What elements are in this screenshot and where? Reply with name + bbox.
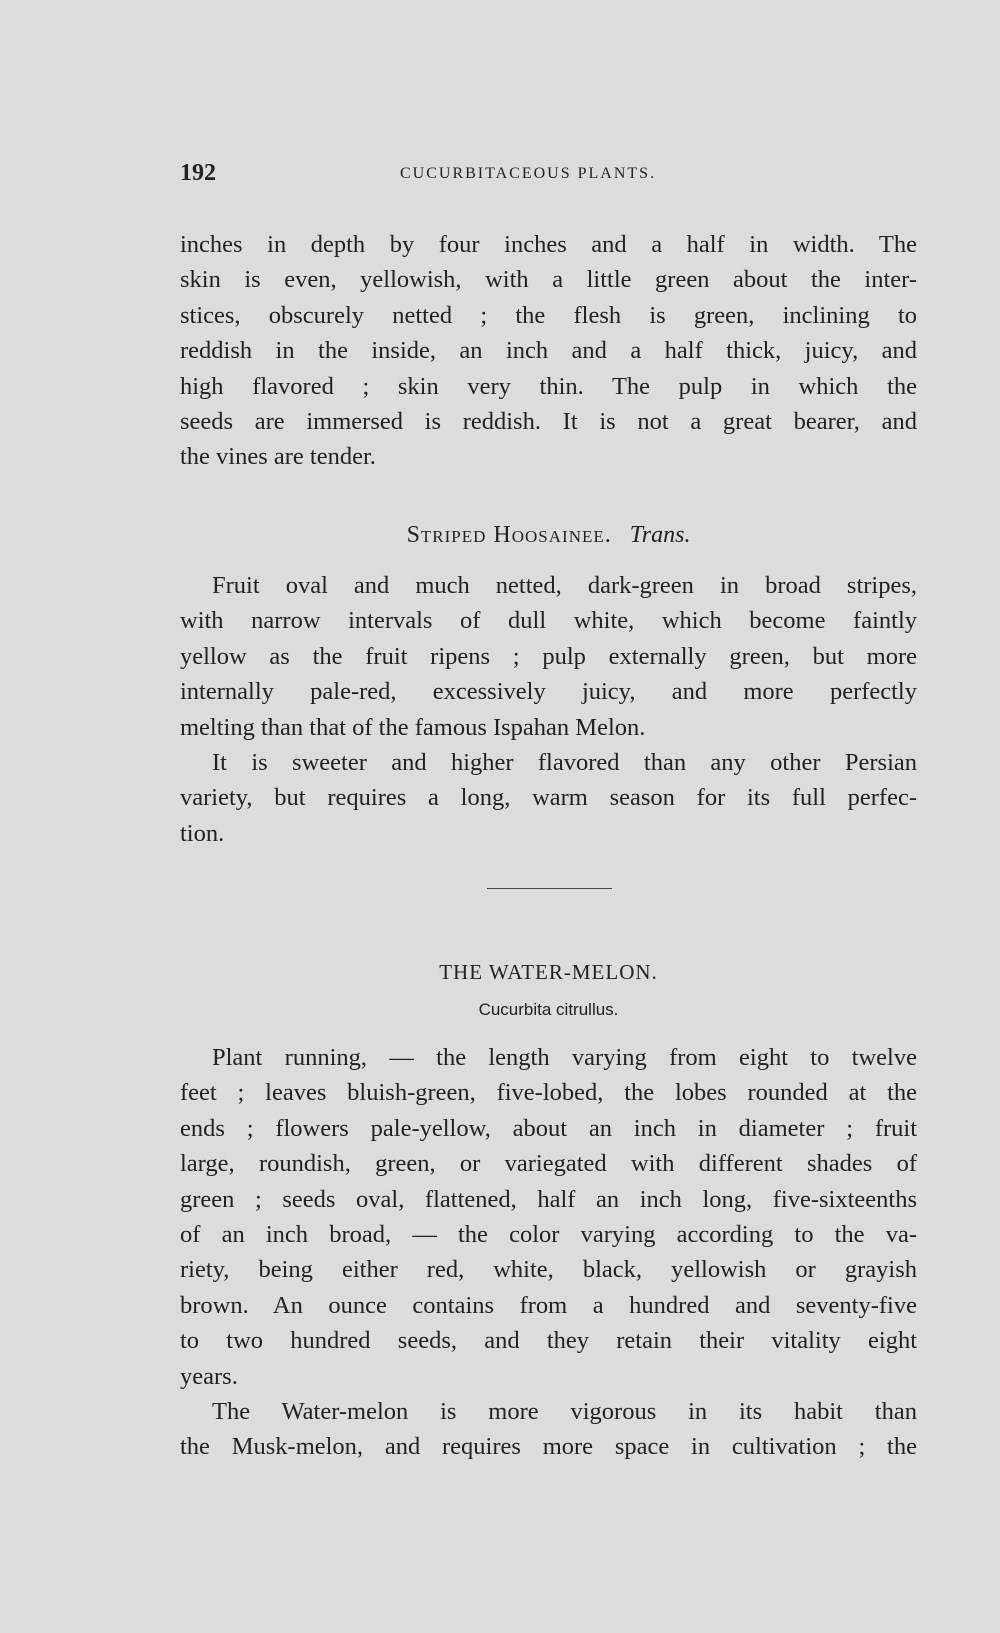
- text-line: of an inch broad, — the color varying according to the va-: [180, 1220, 917, 1248]
- section-divider: [487, 888, 612, 889]
- text-line: with narrow intervals of dull white, which become faintly: [180, 607, 917, 635]
- text-line: It is sweeter and higher flavored than any other Persian: [212, 748, 917, 776]
- section-title: Striped Hoosainee.: [406, 522, 612, 548]
- text-line: variety, but requires a long, warm season for its full perfec-: [180, 784, 917, 812]
- latin-name: Cucurbita citrullus.: [478, 1000, 619, 1019]
- text-line: brown. An ounce contains from a hundred and seventy-five: [180, 1291, 917, 1319]
- text-line: internally pale-red, excessively juicy, and more perfectly: [180, 678, 917, 706]
- text-line: inches in depth by four inches and a half in width. The: [180, 231, 917, 258]
- page-number: 192: [180, 160, 216, 186]
- section-heading-striped-hoosainee: [180, 522, 917, 549]
- text-line: the vines are tender.: [180, 443, 376, 471]
- text-line: years.: [180, 1362, 238, 1390]
- paragraph-2: [180, 568, 917, 851]
- text-line: high flavored ; skin very thin. The pulp in which the: [180, 372, 917, 400]
- text-line: The Water-melon is more vigorous in its habit than: [212, 1397, 917, 1425]
- text-line: green ; seeds oval, flattened, half an inch long, five-sixteenths: [180, 1185, 917, 1213]
- text-line: yellow as the fruit ripens ; pulp externally green, but more: [180, 642, 917, 670]
- running-title: CUCURBITACEOUS PLANTS.: [400, 165, 657, 182]
- text-line: tion.: [180, 819, 225, 847]
- text-line: melting than that of the famous Ispahan Melon.: [180, 713, 646, 741]
- text-line: Fruit oval and much netted, dark-green in broad stripes,: [212, 572, 917, 599]
- text-line: Plant running, — the length varying from eight to twelve: [212, 1044, 917, 1071]
- section-note: Trans.: [629, 522, 691, 548]
- text-line: stices, obscurely netted ; the flesh is green, inclining to: [180, 301, 917, 329]
- paragraph-4: [180, 1040, 917, 1465]
- text-line: reddish in the inside, an inch and a half thick, juicy, and: [180, 337, 917, 365]
- text-line: to two hundred seeds, and they retain their vitality eight: [180, 1327, 917, 1355]
- text-line: feet ; leaves bluish-green, five-lobed, the lobes rounded at the: [180, 1079, 917, 1107]
- section-title-water-melon: THE WATER-MELON.: [439, 960, 658, 984]
- paragraph-1: [180, 227, 917, 475]
- running-header: [180, 160, 700, 192]
- text-line: ends ; flowers pale-yellow, about an inch in diameter ; fruit: [180, 1114, 917, 1142]
- text-line: skin is even, yellowish, with a little green about the inter-: [180, 266, 917, 294]
- text-line: the Musk-melon, and requires more space in cultivation ; the: [180, 1433, 917, 1461]
- text-line: riety, being either red, white, black, yellowish or grayish: [180, 1256, 917, 1284]
- text-line: large, roundish, green, or variegated with different shades of: [180, 1150, 917, 1178]
- text-line: seeds are immersed is reddish. It is not a great bearer, and: [180, 407, 917, 435]
